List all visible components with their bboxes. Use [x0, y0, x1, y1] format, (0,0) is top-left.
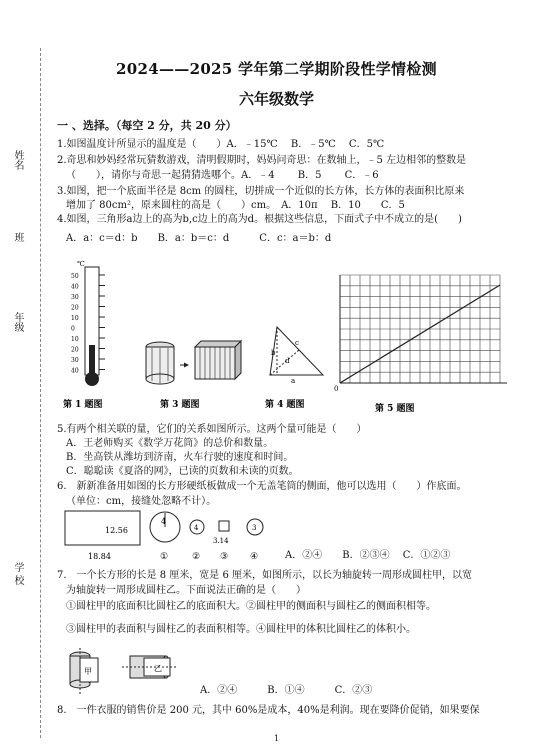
svg-text:b: b — [271, 349, 276, 357]
thermo-tick-label: 10 — [71, 336, 79, 343]
thermometer-figure — [71, 260, 105, 386]
svg-text:②: ② — [192, 552, 201, 562]
svg-text:c: c — [295, 339, 299, 347]
question-3-line2: 增加了 80cm²，原来圆柱的高是（ ）cm。 A．10π B．10 C．5 — [66, 200, 405, 211]
svg-text:①: ① — [160, 552, 169, 562]
svg-text:③: ③ — [220, 552, 229, 562]
thermo-tick-label: 30 — [71, 294, 79, 301]
thermo-tick-label: 0 — [71, 325, 75, 333]
thermo-tick-label: 50 — [71, 273, 79, 280]
fig1-caption: 第 1 题图 — [63, 400, 103, 410]
exam-title: 2024——2025 学年第二学期阶段性学情检测 — [116, 60, 437, 78]
q6-figure — [60, 505, 280, 565]
thermo-tick-label: 40 — [71, 283, 79, 291]
question-7-options: A．②④ B．①④ C．②③ — [200, 685, 373, 696]
question-5-option-c: C．聪聪读《夏洛的网》，已读的页数和未读的页数。 — [66, 466, 299, 477]
svg-text:d: d — [285, 357, 290, 365]
thermo-tick-label: 20 — [71, 346, 79, 354]
section-heading: 一 、选择。（每空 2 分，共 20 分） — [57, 119, 237, 132]
page-number: 1 — [273, 734, 280, 743]
side-label-school: 学 校 — [12, 562, 23, 586]
exam-subtitle: 六年级数学 — [238, 90, 314, 108]
svg-text:12.56: 12.56 — [105, 526, 128, 535]
cylinder-cut-figure — [146, 341, 241, 384]
question-6-line1: 6. 新新准备用如图的长方形硬纸板做成一个无盖笔筒的侧面，他可以选用（ ）作底面。 — [57, 481, 467, 492]
question-5: 5.有两个相关联的量，它们的关系如图所示。这两个量可能是（ ） — [57, 424, 367, 435]
thermo-tick-label: 30 — [71, 357, 79, 364]
side-label-name: 姓名 — [12, 150, 23, 170]
question-3-line1: 3.如图，把一个底面半径是 8cm 的圆柱，切拼成一个近似的长方体，长方体的表面积比原来 — [57, 186, 465, 197]
question-7-line1: 7. 一个长方形的长是 8 厘米，宽是 6 厘米，如图所示，以长为轴旋转一周形成圆柱甲，以宽 — [57, 570, 472, 581]
fig3-caption: 第 3 题图 — [160, 400, 200, 410]
fig4-caption: 第 4 题图 — [265, 400, 305, 410]
question-1: 1.如图温度计所显示的温度是（ ）A．﹣15℃ B．﹣5℃ C．5℃ — [57, 139, 385, 150]
side-label-class: 班 — [12, 232, 23, 242]
binding-line — [40, 48, 41, 738]
svg-text:甲: 甲 — [84, 667, 92, 676]
question-5-option-a: A．王老师购买《数学万花筒》的总价和数量。 — [66, 438, 274, 449]
question-2-line2: （ ），请你与奇思一起猜猜选哪个。A．﹣4 B．5 C．﹣6 — [66, 170, 379, 181]
question-6-options: A．②④ B．②③④ C．①②③ — [285, 550, 451, 561]
q7-figure — [60, 640, 200, 700]
figures-row — [55, 255, 515, 415]
thermo-tick-label: 20 — [71, 304, 79, 312]
fig5-caption: 第 5 题图 — [375, 404, 415, 414]
svg-text:4: 4 — [161, 517, 167, 526]
question-7-statement-3-4: ③圆柱甲的表面积与圆柱乙的表面积相等。④圆柱甲的体积比圆柱乙的体积小。 — [66, 624, 416, 635]
question-5-option-b: B．坐高铁从潍坊到济南，火车行驶的速度和时间。 — [66, 452, 294, 463]
thermo-unit: ℃ — [77, 260, 85, 268]
question-4-options: A．a：c＝d：b B．a：b＝c：d C．c：a＝b：d — [66, 233, 332, 244]
svg-text:a: a — [291, 377, 296, 385]
svg-text:0: 0 — [334, 385, 339, 393]
svg-text:④: ④ — [250, 552, 259, 562]
question-8: 8. 一件衣服的销售价是 200 元，其中 60%是成本，40%是利润。现在要降价促销，如果要保 — [57, 705, 480, 716]
svg-text:3: 3 — [252, 524, 257, 532]
triangle-figure — [270, 327, 323, 385]
svg-text:3.14: 3.14 — [213, 537, 229, 545]
svg-text:4: 4 — [194, 524, 199, 532]
question-6-line2: （单位：cm，接缝处忽略不计）。 — [66, 496, 217, 507]
svg-text:18.84: 18.84 — [88, 552, 111, 561]
side-label-grade: 年级 — [12, 312, 23, 332]
thermo-tick-label: 10 — [71, 315, 79, 322]
question-7-statement-1-2: ①圆柱甲的底面积比圆柱乙的底面积大。②圆柱甲的侧面积与圆柱乙的侧面积相等。 — [66, 601, 436, 612]
svg-text:乙: 乙 — [154, 664, 162, 673]
proportion-graph — [334, 275, 507, 393]
question-2-line1: 2.奇思和妙妈经常玩猜数游戏，清明假期时，妈妈问奇思：在数轴上，﹣5 左边相邻的整数是 — [57, 155, 467, 166]
thermo-tick-label: 40 — [71, 367, 79, 375]
question-4-line1: 4.如图，三角形a边上的高为b,c边上的高为d。根据这些信息，下面式子中不成立的是( ) — [57, 214, 462, 225]
question-7-line2: 为轴旋转一周形成圆柱乙。下面说法正确的是（ ） — [66, 585, 306, 596]
